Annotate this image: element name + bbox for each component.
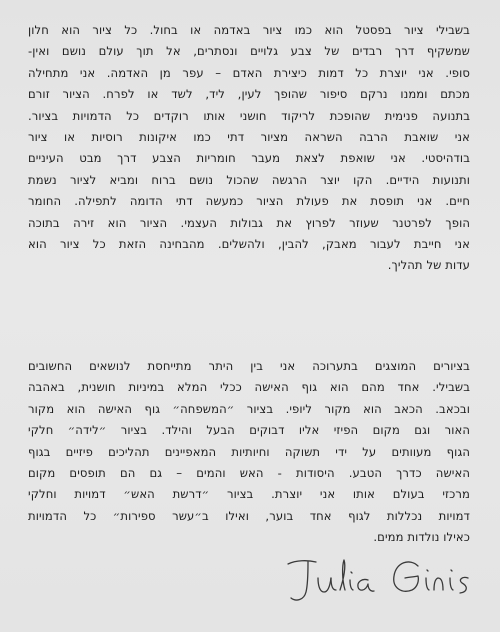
- paragraph-1-line: בתנועה פנימית שהופכת לריקוד חושני אותו רוקדים כל הדמויות בציור.: [28, 108, 470, 123]
- paragraph-2-line: מרכזי בעולם אותו אני יוצרת. בציור ״דרשת האש״ דמויות וחלקי: [28, 487, 470, 502]
- paragraph-2-line: בשבילי. אחד מהם הוא גוף האישה ככלי המלא במיניות חושנית, באהבה: [28, 380, 470, 395]
- paragraph-1-line: הופך לפרטנר שעוזר לפרוץ את גבולות העצמי. הציור הוא זירה בתוכה: [28, 215, 470, 230]
- paragraph-1-line: בשבילי ציור בפסטל הוא כמו ציור באדמה או בחול. כל ציור הוא חלון: [28, 23, 470, 37]
- paragraph-1-line: מכתם וממנו נרקם סיפור שהופך לעין, ליד, לשד או לפרח. הציור זורם: [28, 87, 470, 102]
- paragraph-2-line: דמויות נכללות לגוף אחד בוער, ואילו ב״עשר ספירות״ כל הדמויות: [28, 508, 470, 523]
- paragraph-1: [28, 20, 470, 277]
- paragraph-1-line: אני חייבת לעבור מאבק, להבין, ולהשלים. מהבחינה הזאת כל ציור הוא: [28, 237, 470, 252]
- paragraph-2-line: האישה כדרך הטבע. היסודות - האש והמים – גם הם תופסים מקום: [28, 466, 470, 481]
- paragraph-1-line: שמשקיף דרך רבדים של צבע גלויים ונסתרים, אל תוך עולם נושם ואין-: [28, 44, 470, 59]
- paragraph-2-line: האור וגם מקום הפיזי אליו דבוקים הבעל והילד. בציור ״לידה״ חלקי: [28, 423, 470, 438]
- paragraph-1-line: עדות של תהליך.: [387, 258, 470, 273]
- paragraph-1-line: בודהיסטי. אני שואפת לצאת מעבר חומריות הצבע דרך מבט העיניים: [28, 151, 470, 166]
- paragraph-1-line: סופי. אני יוצרת כל דמות כיצירת האדם – עפר מן האדמה. אני מתחילה: [28, 65, 470, 80]
- paragraph-2: [28, 356, 470, 549]
- paragraph-1-line: אני שואבת הרבה השראה מציור דתי כמו איקונות רוסיות או ציור: [28, 130, 470, 145]
- paragraph-1-line: ותנועות הידיים. הקו יוצר הרגשה שהכול נושם ברוח ומביא לציור נשמת: [28, 172, 470, 187]
- paragraph-2-line: ובכאב. הכאב הוא מקור ליופי. בציור ״המשפחה״ גוף האישה הוא מקור: [28, 401, 470, 416]
- handwritten-signature: [282, 548, 492, 610]
- paragraph-1-line: חיים. אני תופסת את פעולת הציור כמעשה דתי הדומה לתפילה. החומר: [28, 194, 470, 209]
- paragraph-2-line: הגוף מעוותים על ידי תשוקה וחיותיות המאפיינים תהליכים פיזיים בגוף: [28, 444, 470, 459]
- paragraph-2-line: כאילו נולדות ממים.: [373, 530, 470, 545]
- signature-drawing: [282, 548, 492, 610]
- paragraph-2-line: בציורים המוצגים בתערוכה אני בין היתר מתייחסת לנושאים החשובים: [28, 359, 470, 373]
